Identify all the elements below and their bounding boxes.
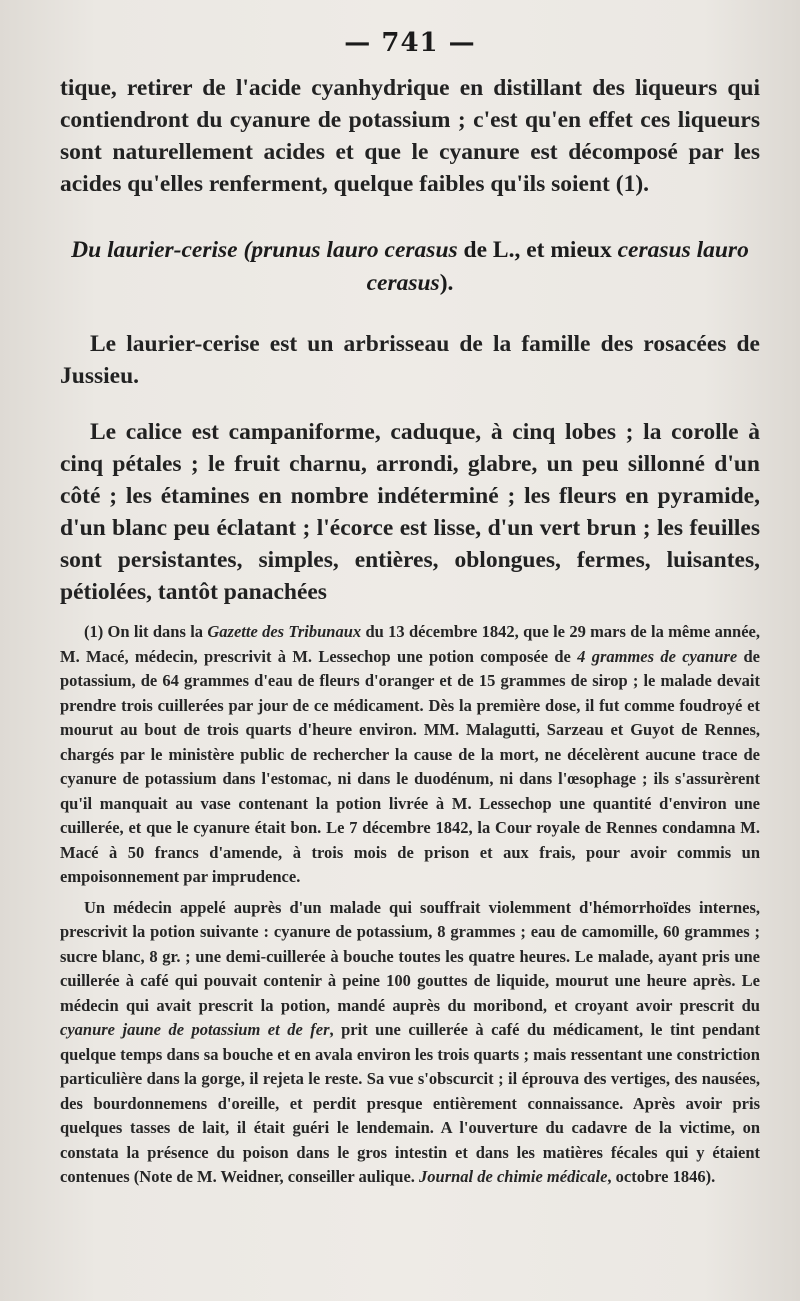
heading-part-3: de L., et mieux <box>457 237 618 263</box>
footnote-separator <box>60 608 760 620</box>
paragraph-family: Le laurier-cerise est un arbrisseau de la famille des rosacées de Jussieu. <box>60 331 760 389</box>
heading-part-1: Du laurier-cerise ( <box>71 237 252 263</box>
footnote-1 <box>60 620 760 890</box>
footnote-1-d: 4 grammes de cyanure <box>577 646 738 666</box>
section-heading <box>60 234 760 300</box>
heading-part-5: ). <box>439 270 454 296</box>
paragraph-continuation: tique, retirer de l'acide cyanhydrique en distillant des liqueurs qui contiendront du cyanure de potassium ; c'est qu'en effet ces liqueurs sont naturellement acides et que le cyanure est décomposé par les acides qu'elles renferment, quelque faibles qu'ils soient (1). <box>60 75 760 197</box>
heading-part-4: cerasus lauro cerasus <box>366 237 749 296</box>
footnote-2 <box>60 896 760 1190</box>
footnote-2-e: , octobre 1846). <box>607 1167 716 1186</box>
footnote-1-e: de potassium, de 64 grammes d'eau de fleurs d'oranger et de 15 grammes de sirop ; le malade devait prendre trois cuillerées par jour de ce médicament. Dès la première dose, il fut comme foudroyé et mourut au bout de trois quarts d'heure environ. MM. Malagutti, Sarzeau et Guyot de Rennes, chargés par le ministère public de rechercher la cause de la mort, ne décelèrent aucune trace de cyanure de potassium dans l'estomac, ni dans le duodénum, ni dans l'œsophage ; ils s'assurèrent qu'il manquait au vase contenant la potion livrée à M. Lessechop une quantité d'environ une cuillerée, et que le cyanure était bon. Le 7 décembre 1842, la Cour royale de Rennes condamna M. Macé à 50 francs d'amende, à trois mois de prison et aux frais, pour avoir commis un empoisonnement par imprudence. <box>60 646 761 886</box>
footnote-1-a: (1) On lit dans la <box>84 622 208 641</box>
heading-part-2: prunus lauro cerasus <box>251 237 458 263</box>
footnote-2-b: cyanure jaune de potassium et de fer <box>60 1020 330 1039</box>
footnote-2-a: Un médecin appelé auprès d'un malade qui souffrait violemment d'hémorrhoïdes internes, prescrivit la potion suivante : cyanure de potassium, 8 grammes ; eau de camomille, 60 grammes ; sucre blanc, 8 gr. ; une demi-cuillerée à bouche toutes les quatre heures. Le malade, ayant pris une cuillerée à café qui pouvait contenir à peine 100 gouttes de liquide, mourut une heure après. Le médecin qui avait prescrit la potion, mandé auprès du moribond, et croyant avoir prescrit du <box>60 897 760 1015</box>
footnote-2-c: , prit une cuillerée à café du médicament, le tint pendant quelque temps dans sa bouche et en avala environ les trois quarts ; mais ressentant une constriction particulière dans la gorge, il rejeta le reste. Sa vue s'obscurcit ; il éprouva des vertiges, des nausées, des bourdonnemens d'oreille, et perdit presque entièrement connaissance. Après avoir pris quelques tasses de lait, il était guéri le lendemain. A l'ouverture du cadavre de la victime, on constata la présence du poison dans le gros intestin et dans les matières fécales qui y étaient contenues (Note de M. Weidner, conseiller aulique. <box>60 1020 760 1186</box>
page-number: — 741 — <box>344 28 476 58</box>
footnote-1-b: Gazette des Tribunaux <box>207 622 362 641</box>
paragraph-description: Le calice est campaniforme, caduque, à cinq lobes ; la corolle à cinq pétales ; le fruit charnu, arrondi, glabre, un peu sillonné d'un côté ; les étamines en nombre indéterminé ; les fleurs en pyramide, d'un blanc peu éclatant ; l'écorce est lisse, d'un vert brun ; les feuilles sont persistantes, simples, entières, oblongues, fermes, luisantes, pétiolées, tantôt panachées <box>60 419 760 605</box>
footnote-1-c: du 13 décembre 1842, que le 29 mars de la même année, M. Macé, médecin, prescrivit à M. Lessechop une potion composée de <box>60 622 760 666</box>
paragraph-gap <box>60 392 760 416</box>
footnote-2-d: Journal de chimie médicale <box>419 1167 608 1186</box>
